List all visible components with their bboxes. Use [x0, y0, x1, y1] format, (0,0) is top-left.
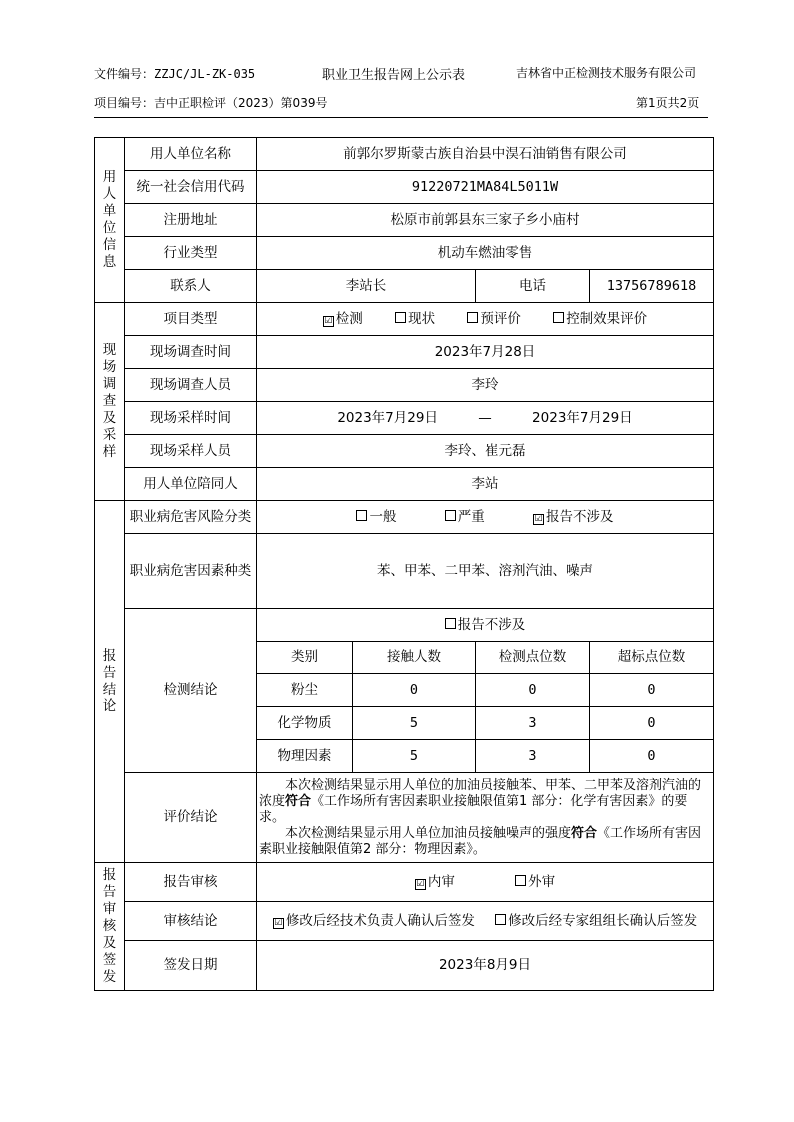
over-count: 0 [590, 707, 714, 740]
row-audit-result [95, 902, 714, 941]
detect-na-option [257, 609, 714, 642]
checkbox-box: ☑ [416, 878, 425, 889]
checkbox-external-audit[interactable]: 外审 [515, 874, 555, 891]
sampling-time-label: 现场采样时间 [125, 402, 257, 435]
checkbox-box [445, 510, 456, 521]
checkbox-pre-evaluation[interactable]: 预评价 [467, 311, 521, 328]
evaluation-paragraph-2: 本次检测结果显示用人单位加油员接触噪声的强度符合《工作场所有害因素职业接触限值第2 部分：物理因素》。 [259, 825, 702, 857]
row-contact [95, 270, 714, 303]
employer-name: 前郭尔罗斯蒙古族自治县中淏石油销售有限公司 [257, 138, 714, 171]
row-industry [95, 237, 714, 270]
project-number-value: 吉中正职检评（2023）第039号 [154, 96, 328, 110]
checkbox-box [467, 312, 478, 323]
row-evaluation [95, 773, 714, 863]
checkbox-serious[interactable]: 严重 [445, 509, 485, 526]
row-address [95, 204, 714, 237]
project-number-label: 项目编号： [94, 96, 155, 110]
form-title: 职业卫生报告网上公示表 [322, 68, 466, 83]
evaluation-text [257, 773, 714, 863]
checkbox-internal-audit[interactable]: ☑ 内审 [416, 873, 455, 890]
category: 化学物质 [257, 707, 353, 740]
category: 物理因素 [257, 740, 353, 773]
checkbox-control-evaluation[interactable]: 控制效果评价 [553, 311, 647, 328]
result-label: 审核结论 [125, 902, 257, 941]
point-count: 3 [476, 707, 590, 740]
checkbox-box: ☑ [324, 315, 333, 326]
row-risk [95, 501, 714, 534]
eval-label: 评价结论 [125, 773, 257, 863]
checkbox-detect-not-involved[interactable]: 报告不涉及 [445, 617, 526, 634]
escort: 李站 [257, 468, 714, 501]
file-number [94, 65, 255, 82]
project-number [94, 94, 327, 111]
contact: 李站长 [257, 270, 476, 303]
sampler-label: 现场采样人员 [125, 435, 257, 468]
section-survey: 现 场 调 查 及 采 样 [95, 303, 125, 501]
employer-name-label: 用人单位名称 [125, 138, 257, 171]
disclosure-table [94, 137, 714, 991]
sampling-start: 2023年7月29日 [337, 409, 438, 426]
header-divider [94, 117, 708, 118]
surveyor: 李玲 [257, 369, 714, 402]
checkbox-box [445, 618, 456, 629]
sampling-time [257, 402, 714, 435]
point-count: 3 [476, 740, 590, 773]
checkbox-tech-lead-confirm[interactable]: ☑ 修改后经技术负责人确认后签发 [274, 912, 475, 929]
checkbox-status[interactable]: 现状 [395, 311, 435, 328]
surveyor-label: 现场调查人员 [125, 369, 257, 402]
checkbox-box [515, 875, 526, 886]
checkbox-box [495, 914, 506, 925]
checkbox-box [356, 510, 367, 521]
exposed-count: 0 [353, 674, 476, 707]
point-count: 0 [476, 674, 590, 707]
checkbox-detection[interactable]: ☑ 检测 [324, 310, 363, 327]
section-review: 报 告 审 核 及 签 发 [95, 863, 125, 991]
sampling-end: 2023年7月29日 [532, 409, 633, 426]
section-conclusion: 报 告 结 论 [95, 501, 125, 863]
sampling-dash: — [478, 409, 492, 426]
audit-options [257, 863, 714, 902]
factor-label: 职业病危害因素种类 [125, 534, 257, 609]
checkbox-box: ☑ [274, 917, 283, 928]
phone: 13756789618 [590, 270, 714, 303]
over-count: 0 [590, 740, 714, 773]
row-sampling-time [95, 402, 714, 435]
project-type-options [257, 303, 714, 336]
row-surveyor [95, 369, 714, 402]
row-project-type [95, 303, 714, 336]
file-number-label: 文件编号： [94, 67, 155, 81]
row-survey-time [95, 336, 714, 369]
row-credit-code [95, 171, 714, 204]
project-type-label: 项目类型 [125, 303, 257, 336]
detect-label: 检测结论 [125, 609, 257, 773]
industry: 机动车燃油零售 [257, 237, 714, 270]
result-options [257, 902, 714, 941]
date-label: 签发日期 [125, 941, 257, 991]
company-name: 吉林省中正检测技术服务有限公司 [516, 66, 697, 80]
survey-time: 2023年7月28日 [257, 336, 714, 369]
checkbox-general[interactable]: 一般 [356, 509, 396, 526]
address: 松原市前郭县东三家子乡小庙村 [257, 204, 714, 237]
address-label: 注册地址 [125, 204, 257, 237]
row-employer-name [95, 138, 714, 171]
audit-label: 报告审核 [125, 863, 257, 902]
risk-options [257, 501, 714, 534]
row-detect-na [95, 609, 714, 642]
row-sampler [95, 435, 714, 468]
row-audit [95, 863, 714, 902]
header-over: 超标点位数 [590, 642, 714, 674]
row-escort [95, 468, 714, 501]
exposed-count: 5 [353, 740, 476, 773]
risk-label: 职业病危害风险分类 [125, 501, 257, 534]
row-factors [95, 534, 714, 609]
phone-label: 电话 [476, 270, 590, 303]
issue-date: 2023年8月9日 [257, 941, 714, 991]
industry-label: 行业类型 [125, 237, 257, 270]
file-number-value: ZZJC/JL-ZK-035 [154, 67, 256, 81]
credit-code: 91220721MA84L5011W [257, 171, 714, 204]
category: 粉尘 [257, 674, 353, 707]
exposed-count: 5 [353, 707, 476, 740]
section-employer: 用 人 单 位 信 息 [95, 138, 125, 303]
factors: 苯、甲苯、二甲苯、溶剂汽油、噪声 [257, 534, 714, 609]
checkbox-not-involved[interactable]: ☑ 报告不涉及 [534, 508, 614, 525]
escort-label: 用人单位陪同人 [125, 468, 257, 501]
over-count: 0 [590, 674, 714, 707]
checkbox-box [395, 312, 406, 323]
page-number: 第1页共2页 [636, 96, 700, 110]
row-issue-date [95, 941, 714, 991]
header-exposed: 接触人数 [353, 642, 476, 674]
checkbox-expert-lead-confirm[interactable]: 修改后经专家组组长确认后签发 [495, 913, 697, 930]
evaluation-paragraph-1: 本次检测结果显示用人单位的加油员接触苯、甲苯、二甲苯及溶剂汽油的浓度符合《工作场所有害因素职业接触限值第1 部分：化学有害因素》的要求。 [259, 777, 702, 825]
checkbox-box [553, 312, 564, 323]
checkbox-box: ☑ [534, 513, 543, 524]
header-points: 检测点位数 [476, 642, 590, 674]
credit-code-label: 统一社会信用代码 [125, 171, 257, 204]
header-category: 类别 [257, 642, 353, 674]
sampler: 李玲、崔元磊 [257, 435, 714, 468]
contact-label: 联系人 [125, 270, 257, 303]
survey-time-label: 现场调查时间 [125, 336, 257, 369]
